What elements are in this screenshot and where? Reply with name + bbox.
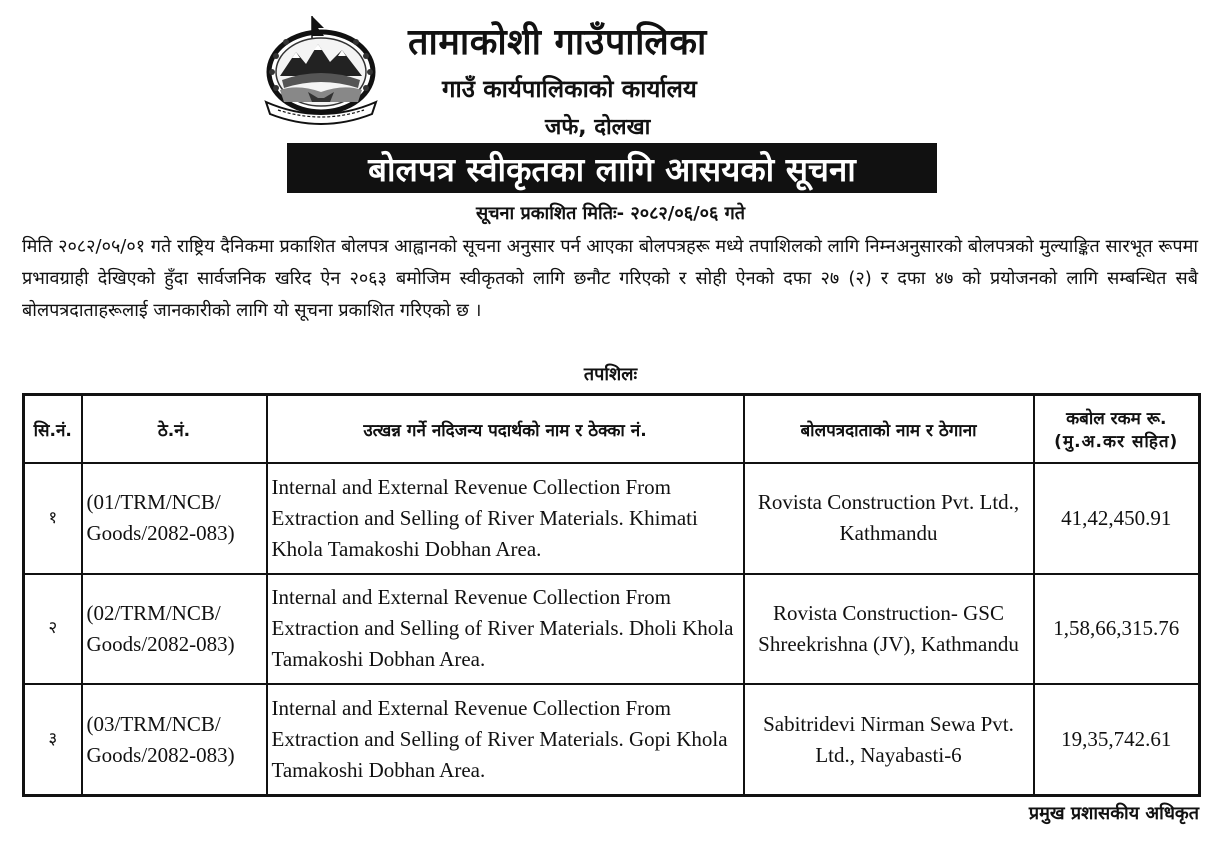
notice-body-text: मिति २०८२/०५/०१ गते राष्ट्रिय दैनिकमा प्रकाशित बोलपत्र आह्वानको सूचना अनुसार पर्न आएका बोलपत्रहरू मध्ये तपाशिलको लागि निम्नअनुसारको बोलपत्रको मुल्याङ्कित सारभूत रूपमा प्रभावग्राही देखिएको हुँदा सार्वजनिक खरिद ऐन २०६३ बमोजिम स्वीकृतको लागि छनौट गरिएको र सोही ऐनको दफा २७ (२) र दफा ४७ को प्रयोजनको लागि सम्बन्धित सबै बोलपत्रदाताहरूलाई जानकारीको लागि यो सूचना प्रकाशित गरिएको छ । xyxy=(22,236,1198,321)
row-description: Internal and External Revenue Collection From Extraction and Selling of River Materials. Gopi Khola Tamakoshi Dobhan Area. xyxy=(267,684,744,795)
row-bidder: Sabitridevi Nirman Sewa Pvt. Ltd., Nayabasti-6 xyxy=(744,684,1034,795)
header-amount-line1: कबोल रकम रू. xyxy=(1066,409,1167,429)
notice-banner-text: बोलपत्र स्वीकृतका लागि आसयको सूचना xyxy=(368,149,856,189)
header-description: उत्खन्न गर्ने नदिजन्य पदार्थको नाम र ठेक्का नं. xyxy=(267,395,744,464)
office-subtitle: गाउँ कार्यपालिकाको कार्यालय xyxy=(442,75,697,103)
row-bidder: Rovista Construction- GSC Shreekrishna (JV), Kathmandu xyxy=(744,574,1034,685)
details-heading: तपशिलः xyxy=(583,364,638,385)
nepal-government-emblem xyxy=(258,14,384,126)
row-sn: १ xyxy=(24,463,82,574)
office-location: जफे, दोलखा xyxy=(545,115,651,140)
row-bidder: Rovista Construction Pvt. Ltd., Kathmandu xyxy=(744,463,1034,574)
row-amount: 1,58,66,315.76 xyxy=(1034,574,1200,685)
row-description: Internal and External Revenue Collection From Extraction and Selling of River Materials. Khimati Khola Tamakoshi Dobhan Area. xyxy=(267,463,744,574)
notice-banner xyxy=(287,143,937,193)
publication-date: सूचना प्रकाशित मितिः- २०८२/०६/०६ गते xyxy=(475,203,746,224)
header-sn: सि.नं. xyxy=(24,395,82,464)
bid-details-table xyxy=(22,393,1201,797)
row-sn: ३ xyxy=(24,684,82,795)
header-bidder: बोलपत्रदाताको नाम र ठेगाना xyxy=(744,395,1034,464)
row-tender-no: (03/TRM/NCB/ Goods/2082-083) xyxy=(82,684,267,795)
row-amount: 41,42,450.91 xyxy=(1034,463,1200,574)
header-tender-no: ठे.नं. xyxy=(82,395,267,464)
table-row xyxy=(24,463,1200,574)
municipality-title: तामाकोशी गाउँपालिका xyxy=(408,22,707,63)
row-tender-no: (02/TRM/NCB/ Goods/2082-083) xyxy=(82,574,267,685)
signatory-title: प्रमुख प्रशासकीय अधिकृत xyxy=(1028,803,1199,824)
emblem-icon xyxy=(258,14,384,126)
row-sn: २ xyxy=(24,574,82,685)
row-tender-no: (01/TRM/NCB/ Goods/2082-083) xyxy=(82,463,267,574)
row-amount: 19,35,742.61 xyxy=(1034,684,1200,795)
row-description: Internal and External Revenue Collection From Extraction and Selling of River Materials. Dholi Khola Tamakoshi Dobhan Area. xyxy=(267,574,744,685)
table-header-row xyxy=(24,395,1200,464)
table-row xyxy=(24,684,1200,795)
header-amount xyxy=(1034,395,1200,464)
header-amount-line2: (मु.अ.कर सहित) xyxy=(1054,432,1179,452)
table-row xyxy=(24,574,1200,685)
